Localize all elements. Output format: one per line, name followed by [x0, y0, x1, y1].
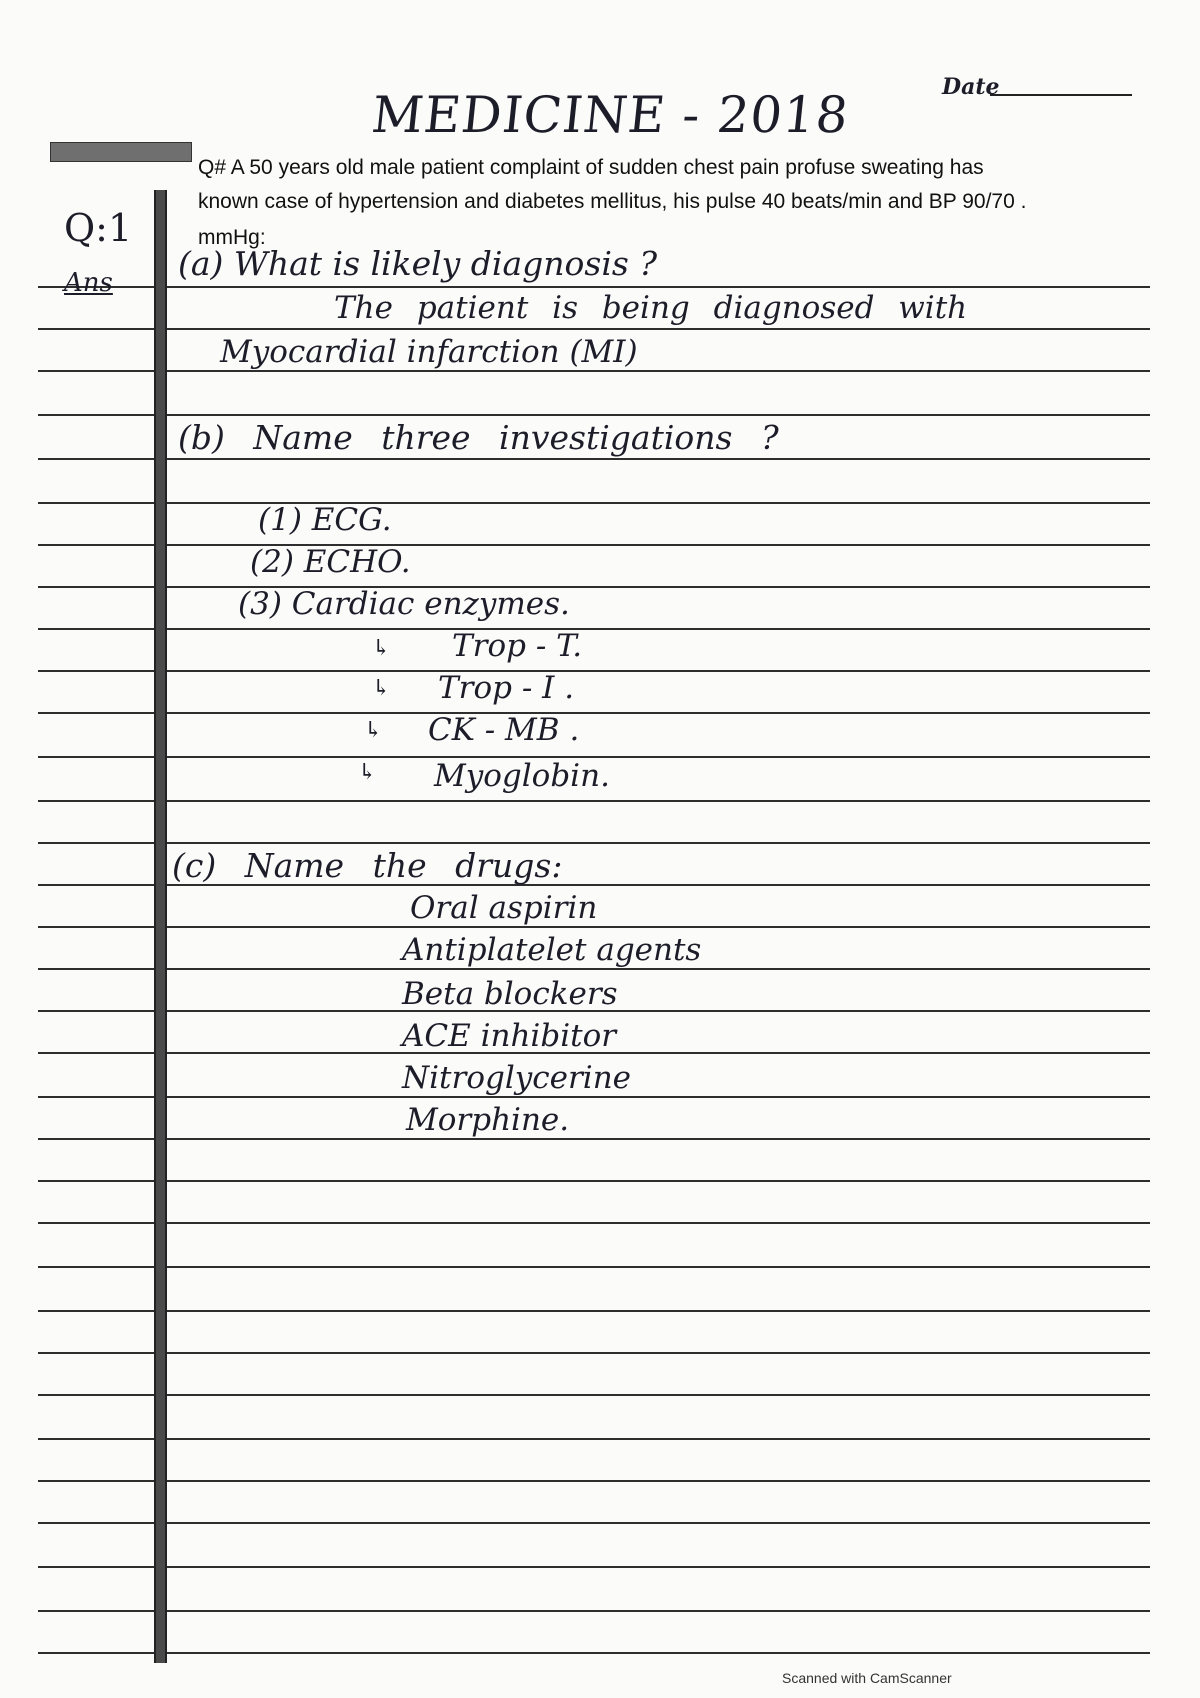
drug-item: Beta blockers [402, 976, 618, 1012]
drug-item: Morphine. [406, 1102, 570, 1138]
investigation-item: (2) ECHO. [250, 544, 411, 580]
ruled-line [38, 1394, 1150, 1396]
ruled-line [38, 286, 1150, 288]
enzyme-item: CK - MB . [428, 712, 580, 748]
ruled-line [38, 328, 1150, 330]
ruled-line [38, 842, 1150, 844]
ruled-line [38, 800, 1150, 802]
drug-item: Oral aspirin [410, 890, 598, 926]
enzyme-item: Myoglobin. [434, 758, 610, 794]
ruled-line [38, 1352, 1150, 1354]
question-line-2: known case of hypertension and diabetes mellitus, his pulse 40 beats/min and BP 90/70 . [198, 190, 1027, 213]
drug-item: Antiplatelet agents [402, 932, 702, 968]
ruled-line [38, 1522, 1150, 1524]
ruled-line [38, 1480, 1150, 1482]
margin-bar [154, 190, 167, 1663]
arrow-icon: ↳ [364, 718, 383, 743]
ruled-line [38, 1180, 1150, 1182]
investigation-item: (1) ECG. [258, 502, 392, 538]
ruled-line [38, 414, 1150, 416]
ruled-line [38, 1310, 1150, 1312]
ruled-line [38, 628, 1150, 630]
ruled-line [38, 1610, 1150, 1612]
investigation-item: (3) Cardiac enzymes. [238, 586, 570, 622]
part-a-answer-line-2: Myocardial infarction (MI) [220, 334, 638, 370]
arrow-icon: ↳ [358, 760, 377, 785]
ruled-line [38, 544, 1150, 546]
arrow-icon: ↳ [372, 676, 391, 701]
ruled-line [38, 458, 1150, 460]
answer-tag: Ans [64, 268, 113, 298]
ruled-line [38, 712, 1150, 714]
question-line-1: Q# A 50 years old male patient complaint of sudden chest pain profuse sweating has [198, 156, 984, 179]
scanner-watermark: Scanned with CamScanner [782, 1670, 952, 1686]
enzyme-item: Trop - I . [438, 670, 575, 706]
drug-item: ACE inhibitor [402, 1018, 617, 1054]
ruled-line [38, 968, 1150, 970]
ruled-line [38, 926, 1150, 928]
ruled-line [38, 1566, 1150, 1568]
question-number: Q:1 [64, 206, 133, 250]
ruled-line [38, 1096, 1150, 1098]
part-c-heading: (c) Name the drugs: [172, 846, 563, 885]
ruled-line [38, 370, 1150, 372]
ruled-line [38, 1652, 1150, 1654]
ruled-line [38, 586, 1150, 588]
ruled-line [38, 1138, 1150, 1140]
ruled-line [38, 502, 1150, 504]
drug-item: Nitroglycerine [402, 1060, 632, 1096]
header-bar [50, 142, 192, 162]
date-label: Date [942, 74, 1000, 100]
ruled-line [38, 670, 1150, 672]
date-line [990, 94, 1132, 96]
question-line-3: mmHg: [198, 226, 266, 249]
part-a-answer-line-1: The patient is being diagnosed with [334, 290, 968, 326]
ruled-line [38, 1266, 1150, 1268]
page-title: MEDICINE - 2018 [368, 86, 852, 144]
enzyme-item: Trop - T. [452, 628, 583, 664]
part-b-heading: (b) Name three investigations ? [178, 418, 779, 457]
ruled-line [38, 1222, 1150, 1224]
arrow-icon: ↳ [372, 636, 391, 661]
part-a-heading: (a) What is likely diagnosis ? [178, 244, 658, 283]
ruled-line [38, 1438, 1150, 1440]
